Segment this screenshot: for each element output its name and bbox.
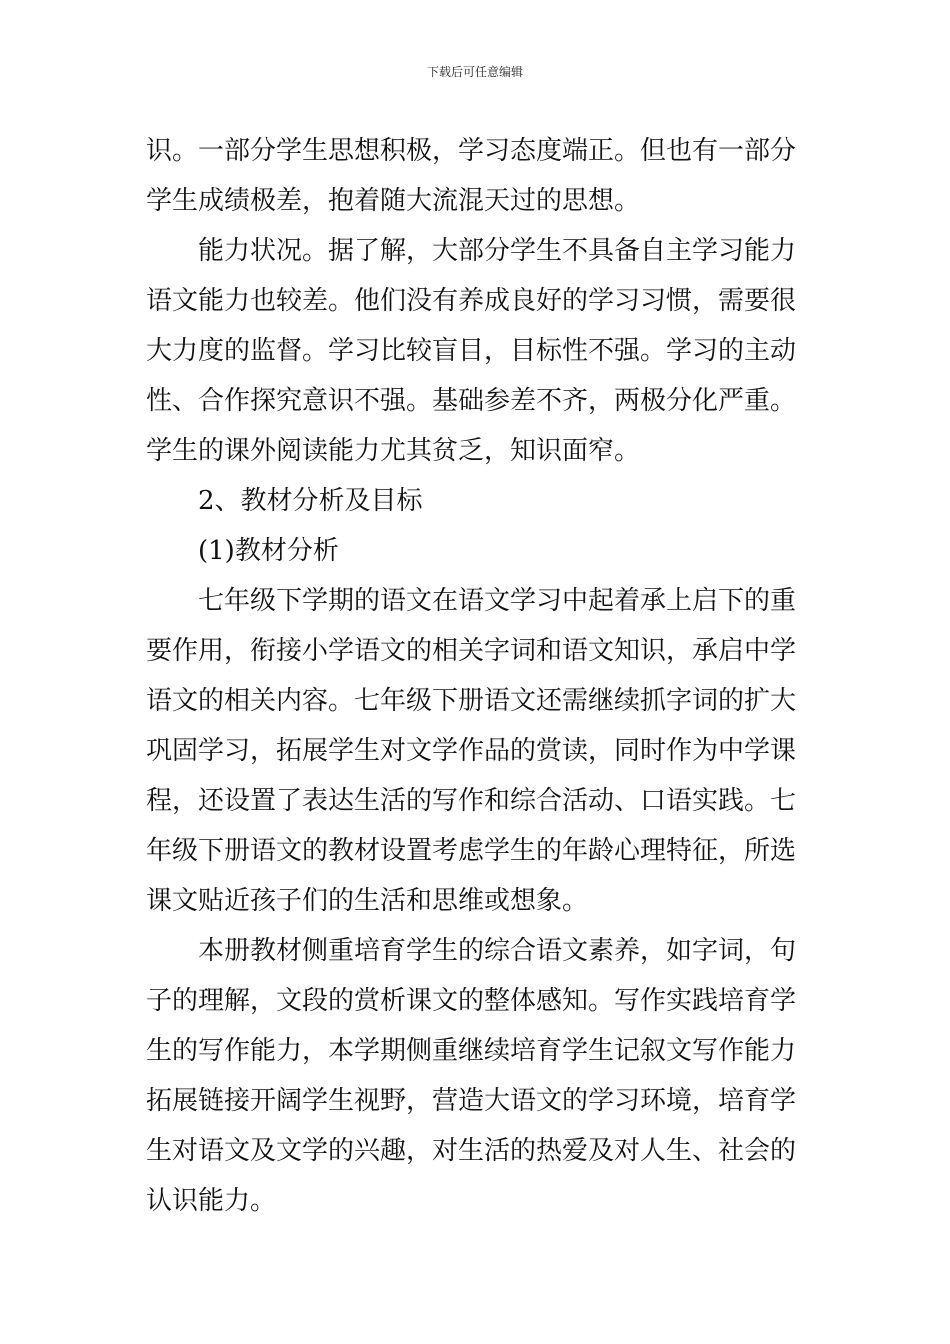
text-line: 课文贴近孩子们的生活和思维或想象。 <box>146 886 589 916</box>
text-line: 能力状况。据了解，大部分学生不具备自主学习能力 <box>198 236 797 266</box>
text-line: 拓展链接开阔学生视野，营造大语文的学习环境，培育学 <box>146 1086 797 1116</box>
text-line: 识。一部分学生思想积极，学习态度端正。但也有一部分 <box>146 136 797 166</box>
text-line: 性、合作探究意识不强。基础参差不齐，两极分化严重。 <box>146 386 797 416</box>
text-line: 生对语文及文学的兴趣，对生活的热爱及对人生、社会的 <box>146 1136 797 1166</box>
text-line: 年级下册语文的教材设置考虑学生的年龄心理特征，所选 <box>146 836 797 866</box>
section-heading: 2、教材分析及目标 <box>198 486 423 516</box>
page-header-note: 下载后可任意编辑 <box>426 65 523 79</box>
text-line: 子的理解，文段的赏析课文的整体感知。写作实践培育学 <box>146 986 797 1016</box>
text-line: 要作用，衔接小学语文的相关字词和语文知识，承启中学 <box>146 636 797 666</box>
text-line: 大力度的监督。学习比较盲目，目标性不强。学习的主动 <box>146 336 797 366</box>
text-line: 程，还设置了表达生活的写作和综合活动、口语实践。七 <box>146 786 797 816</box>
text-line: 七年级下学期的语文在语文学习中起着承上启下的重 <box>198 586 797 616</box>
text-line: 语文能力也较差。他们没有养成良好的学习习惯，需要很 <box>146 286 797 316</box>
text-line: 认识能力。 <box>146 1186 277 1216</box>
text-line: 语文的相关内容。七年级下册语文还需继续抓字词的扩大 <box>146 686 797 716</box>
text-line: 本册教材侧重培育学生的综合语文素养，如字词，句 <box>198 936 797 966</box>
text-line: 生的写作能力，本学期侧重继续培育学生记叙文写作能力 <box>146 1036 797 1066</box>
text-line: 巩固学习，拓展学生对文学作品的赏读，同时作为中学课 <box>146 736 797 766</box>
subsection-heading: (1)教材分析 <box>198 536 339 566</box>
text-line: 学生成绩极差，抱着随大流混天过的思想。 <box>146 186 641 216</box>
document-body <box>146 126 811 1226</box>
text-line: 学生的课外阅读能力尤其贫乏，知识面窄。 <box>146 436 641 466</box>
